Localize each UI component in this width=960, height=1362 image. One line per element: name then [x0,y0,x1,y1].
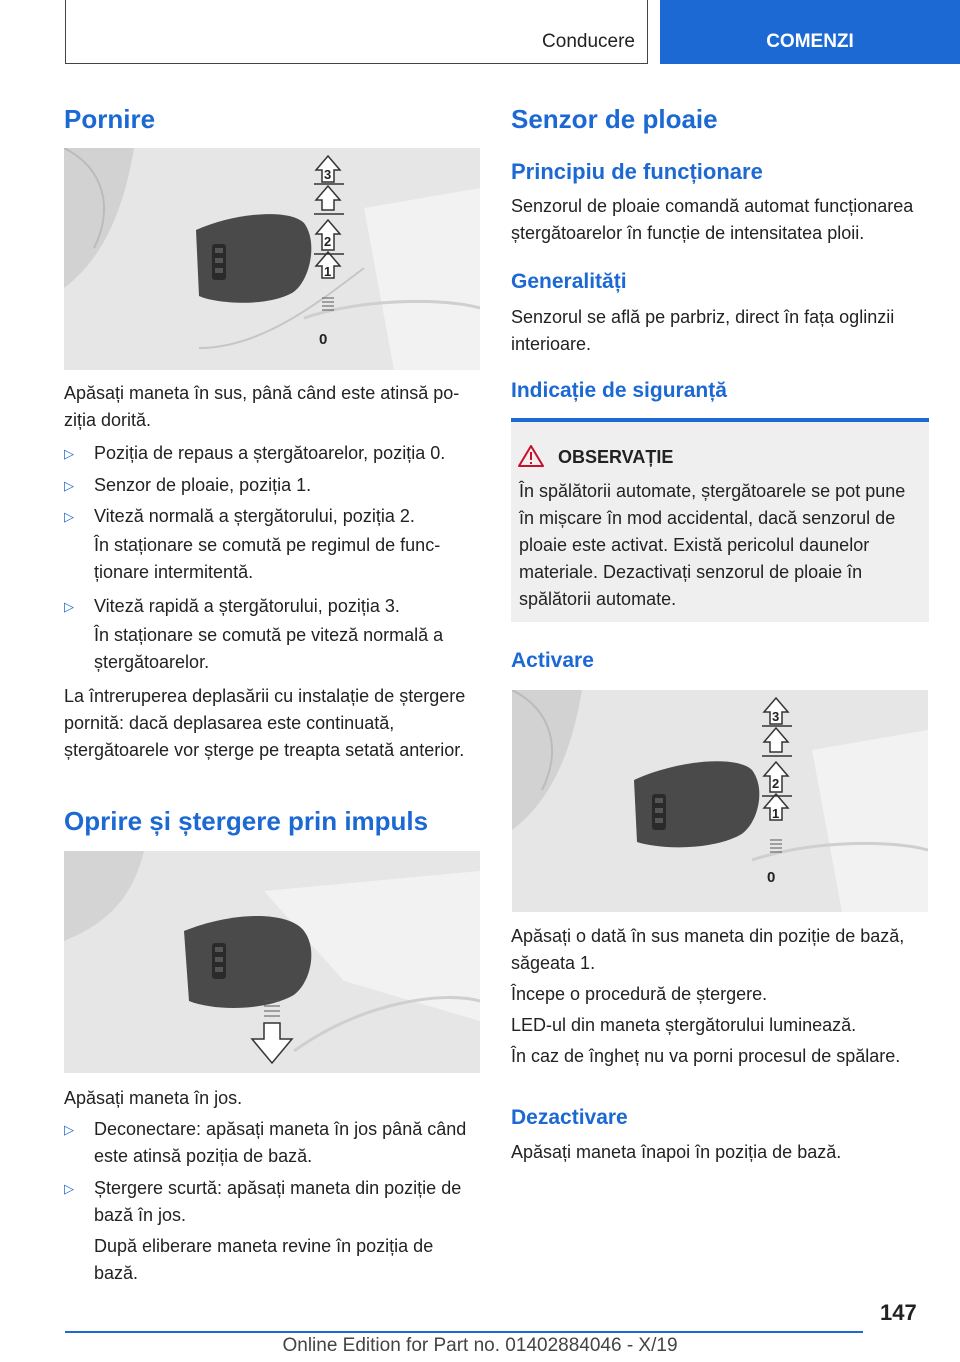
subsection-title-activare: Activare [511,649,594,672]
triangle-right-icon: ▷ [64,1122,74,1137]
wiper-lever-up-illustration [64,148,480,370]
wiper-lever-activare-illustration [512,690,928,912]
figure-lever-activare [512,690,928,912]
fig-label-3: 3 [324,167,332,182]
section-title-senzor: Senzor de ploaie [511,104,718,134]
activare-line-2: Începe o procedură de ștergere. [511,984,768,1004]
header-chapter-tab: COMENZI [660,0,960,64]
activare-line-4: În caz de îngheț nu va porni procesul de spălare. [511,1046,901,1066]
fig-label-1: 1 [324,264,332,279]
warning-triangle-icon [518,445,544,467]
list-item-subtext: În staționare se comută pe viteză normală a ștergătoarelor. [94,625,444,672]
fig-label-2: 2 [324,234,332,249]
triangle-right-icon: ▷ [64,509,74,524]
subsection-title-dezactivare: Dezactivare [511,1106,628,1129]
triangle-right-icon: ▷ [64,1181,74,1196]
dezactivare-text: Apăsați maneta înapoi în poziția de bază. [511,1142,842,1162]
list-item: ▷ Senzor de ploaie, poziția 1. [64,472,482,499]
fig-label-0: 0 [319,331,328,348]
pornire-intro: Apăsați maneta în sus, până când este atinsă poziția dorită. [64,383,460,430]
header-section-box [65,0,648,64]
figure-lever-down [64,851,480,1073]
list-item: ▷ Ștergere scurtă: apăsați maneta din poziție de bază în jos. [64,1175,482,1229]
section-title-pornire: Pornire [64,104,156,134]
principiu-text: Senzorul de ploaie comandă automat funcționarea ștergătoarelor în funcție de intensitatea ploii. [511,196,914,243]
generalitati-text: Senzorul se află pe parbriz, direct în fața oglinzii interioare. [511,307,895,354]
warning-title: OBSERVAȚIE [558,447,674,467]
warning-text: În spălătorii automate, ștergătoarele se pot pune în mișcare în mod accidental, dacă senzorul de ploaie este activat. Există pericolul daunelor materiale. Dezactivați senzorul de ploaie în spălătorii automate. [519,481,906,609]
triangle-right-icon: ▷ [64,599,74,614]
list-item: ▷ Poziția de repaus a ștergătoarelor, poziția 0. [64,440,482,467]
footer-divider [65,1331,863,1333]
activare-line-3: LED-ul din maneta ștergătorului luminează. [511,1015,857,1035]
activare-line-1: Apăsați o dată în sus maneta din poziție de bază, săgeata 1. [511,926,905,973]
triangle-right-icon: ▷ [64,478,74,493]
pornire-note: La întreruperea deplasării cu instalație de ștergere pornită: dacă deplasarea este continuată, ștergătoarele vor șterge pe treapta setată anterior. [64,686,466,760]
triangle-right-icon: ▷ [64,446,74,461]
wiper-lever-down-illustration [64,851,480,1073]
fig-label-0: 0 [767,869,776,886]
figure-lever-up [64,148,480,370]
fig-label-1: 1 [772,806,780,821]
list-item: ▷ Viteză rapidă a ștergătorului, poziția 3. [64,593,482,620]
list-item-subtext: În staționare se comută pe regimul de funcționare intermitentă. [94,535,441,582]
fig-label-2: 2 [772,776,780,791]
subsection-title-principiu: Principiu de funcționare [511,159,763,184]
section-title-oprire: Oprire și ștergere prin impuls [64,806,429,836]
subsection-title-siguranta: Indicație de siguranță [511,379,727,402]
page-number: 147 [880,1300,917,1325]
list-item: ▷ Deconectare: apăsați maneta în jos până când este atinsă poziția de bază. [64,1116,482,1170]
list-item-subtext: După eliberare maneta revine în poziția de bază. [94,1236,434,1283]
oprire-intro: Apăsați maneta în jos. [64,1088,243,1108]
footer-edition: Online Edition for Part no. 01402884046 - X/19 [282,1335,678,1356]
header-section-label: Conducere [542,31,635,52]
subsection-title-generalitati: Generalități [511,270,627,293]
list-item: ▷ Viteză normală a ștergătorului, poziția 2. [64,503,482,530]
fig-label-3: 3 [772,709,780,724]
